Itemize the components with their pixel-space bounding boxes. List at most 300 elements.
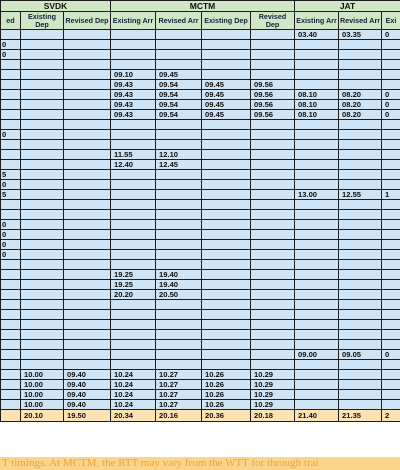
table-cell (156, 340, 202, 350)
table-cell (156, 130, 202, 140)
table-row (1, 340, 400, 350)
table-cell (21, 250, 64, 260)
table-cell (21, 330, 64, 340)
table-cell (202, 310, 251, 320)
table-cell (295, 80, 339, 90)
table-cell (339, 220, 382, 230)
table-row (1, 290, 400, 300)
table-cell (295, 160, 339, 170)
table-cell: 0 (1, 180, 21, 190)
table-cell (295, 250, 339, 260)
table-cell: 09.43 (111, 90, 156, 100)
table-cell: 09.05 (339, 350, 382, 360)
table-cell (21, 60, 64, 70)
table-cell (111, 200, 156, 210)
table-cell (382, 320, 400, 330)
table-cell (202, 330, 251, 340)
table-cell (382, 280, 400, 290)
column-header: Existing Arr (111, 12, 156, 30)
table-cell (251, 240, 295, 250)
table-cell (156, 190, 202, 200)
table-cell (202, 220, 251, 230)
table-cell (202, 140, 251, 150)
table-cell: 09.45 (202, 80, 251, 90)
table-cell: 0 (1, 40, 21, 50)
table-cell (339, 240, 382, 250)
table-cell (295, 330, 339, 340)
table-cell: 09.54 (156, 110, 202, 120)
table-cell: 12.40 (111, 160, 156, 170)
table-cell (295, 210, 339, 220)
table-cell (64, 130, 111, 140)
table-cell (156, 170, 202, 180)
table-row (1, 410, 400, 422)
table-cell (1, 90, 21, 100)
column-header: Existing Arr (295, 12, 339, 30)
table-cell (21, 260, 64, 270)
table-cell: 1 (382, 190, 400, 200)
table-cell (202, 200, 251, 210)
table-cell (251, 220, 295, 230)
table-cell (202, 250, 251, 260)
table-cell (339, 60, 382, 70)
table-cell (64, 50, 111, 60)
column-header: ed (1, 12, 21, 30)
table-cell (339, 260, 382, 270)
table-cell (64, 330, 111, 340)
table-cell (339, 380, 382, 390)
table-row (1, 140, 400, 150)
table-cell (202, 270, 251, 280)
table-cell (202, 350, 251, 360)
table-cell (156, 30, 202, 40)
table-cell (64, 310, 111, 320)
table-cell (21, 320, 64, 330)
table-cell (295, 180, 339, 190)
table-cell (1, 110, 21, 120)
table-cell: 0 (1, 250, 21, 260)
table-cell (251, 150, 295, 160)
table-cell (21, 290, 64, 300)
table-cell (21, 140, 64, 150)
table-cell (64, 270, 111, 280)
table-cell (156, 40, 202, 50)
table-cell (295, 120, 339, 130)
table-cell (156, 230, 202, 240)
table-row (1, 120, 400, 130)
table-cell (202, 280, 251, 290)
table-cell (202, 190, 251, 200)
table-cell (382, 230, 400, 240)
table-cell (339, 160, 382, 170)
table-cell (156, 220, 202, 230)
table-cell (382, 260, 400, 270)
table-cell (21, 50, 64, 60)
column-header-row (1, 12, 400, 30)
table-cell (1, 410, 21, 422)
table-cell (64, 120, 111, 130)
table-cell (1, 300, 21, 310)
table-row (1, 210, 400, 220)
table-cell (339, 130, 382, 140)
table-cell (202, 230, 251, 240)
table-cell (339, 270, 382, 280)
table-cell (111, 310, 156, 320)
table-cell (295, 240, 339, 250)
table-cell (382, 390, 400, 400)
table-cell: 10.26 (202, 380, 251, 390)
table-cell: 19.25 (111, 270, 156, 280)
column-header: Revised Dep (64, 12, 111, 30)
table-cell (64, 220, 111, 230)
station-mctm: MCTM (111, 1, 295, 12)
table-cell: 09.45 (202, 110, 251, 120)
table-cell (156, 360, 202, 370)
table-cell (111, 190, 156, 200)
table-cell (295, 200, 339, 210)
table-cell (251, 330, 295, 340)
table-cell (111, 180, 156, 190)
table-row (1, 160, 400, 170)
table-cell (295, 40, 339, 50)
table-cell (382, 40, 400, 50)
table-cell: 09.40 (64, 400, 111, 410)
table-row (1, 190, 400, 200)
table-cell: 20.16 (156, 410, 202, 422)
table-cell: 10.24 (111, 380, 156, 390)
table-cell (382, 340, 400, 350)
table-cell (64, 230, 111, 240)
table-cell (382, 330, 400, 340)
table-cell (156, 50, 202, 60)
table-cell (156, 140, 202, 150)
station-header-row (1, 1, 400, 12)
table-cell: 20.20 (111, 290, 156, 300)
table-cell (382, 120, 400, 130)
table-cell (251, 140, 295, 150)
table-cell (21, 110, 64, 120)
table-cell (295, 310, 339, 320)
table-cell (202, 170, 251, 180)
table-cell: 21.35 (339, 410, 382, 422)
table-cell: 20.36 (202, 410, 251, 422)
table-cell: 09.54 (156, 90, 202, 100)
table-cell (382, 170, 400, 180)
table-cell (1, 160, 21, 170)
table-cell (251, 320, 295, 330)
table-cell (1, 120, 21, 130)
table-cell (21, 80, 64, 90)
table-cell (64, 250, 111, 260)
table-cell (382, 370, 400, 380)
table-cell (21, 170, 64, 180)
table-cell: 2 (382, 410, 400, 422)
table-cell (64, 140, 111, 150)
table-cell: 08.20 (339, 100, 382, 110)
table-cell (156, 180, 202, 190)
table-cell (1, 370, 21, 380)
table-cell (1, 200, 21, 210)
table-cell (202, 320, 251, 330)
table-cell (339, 370, 382, 380)
table-cell: 0 (1, 130, 21, 140)
table-cell (111, 170, 156, 180)
table-cell (382, 310, 400, 320)
table-cell (295, 370, 339, 380)
table-cell (295, 340, 339, 350)
table-cell (64, 100, 111, 110)
table-cell (251, 50, 295, 60)
table-cell (111, 240, 156, 250)
table-cell: 08.10 (295, 100, 339, 110)
table-cell (21, 310, 64, 320)
table-cell: 09.40 (64, 390, 111, 400)
table-cell: 10.27 (156, 380, 202, 390)
table-cell (111, 260, 156, 270)
table-cell (382, 400, 400, 410)
table-row (1, 250, 400, 260)
table-cell: 0 (382, 110, 400, 120)
table-row (1, 60, 400, 70)
table-cell (295, 400, 339, 410)
table-cell (295, 150, 339, 160)
table-cell (295, 140, 339, 150)
table-cell (202, 160, 251, 170)
table-cell (339, 310, 382, 320)
table-cell (339, 120, 382, 130)
table-cell (339, 140, 382, 150)
table-cell (64, 90, 111, 100)
table-cell (251, 250, 295, 260)
table-row (1, 350, 400, 360)
table-cell (295, 300, 339, 310)
table-cell: 09.10 (111, 70, 156, 80)
table-cell (251, 290, 295, 300)
table-cell (382, 60, 400, 70)
table-cell: 10.29 (251, 370, 295, 380)
table-cell (202, 360, 251, 370)
table-row (1, 240, 400, 250)
table-row (1, 70, 400, 80)
table-cell (1, 360, 21, 370)
table-cell (251, 120, 295, 130)
table-cell (156, 300, 202, 310)
column-header: Revised Arr (156, 12, 202, 30)
table-cell (1, 380, 21, 390)
table-cell (382, 180, 400, 190)
table-cell (339, 150, 382, 160)
column-header: Existing Dep (202, 12, 251, 30)
table-cell (1, 100, 21, 110)
table-cell: 09.45 (156, 70, 202, 80)
table-cell (202, 300, 251, 310)
table-cell (339, 320, 382, 330)
table-cell (382, 360, 400, 370)
station-svdk: SVDK (1, 1, 111, 12)
table-cell (251, 170, 295, 180)
table-cell (156, 210, 202, 220)
table-cell (21, 180, 64, 190)
table-cell (251, 40, 295, 50)
table-cell: 10.27 (156, 400, 202, 410)
table-cell (21, 70, 64, 80)
table-cell (1, 280, 21, 290)
table-cell (339, 300, 382, 310)
table-cell (339, 280, 382, 290)
table-row (1, 370, 400, 380)
table-cell (251, 70, 295, 80)
table-cell (64, 110, 111, 120)
table-cell (295, 380, 339, 390)
table-cell: 10.00 (21, 380, 64, 390)
table-cell (111, 250, 156, 260)
table-cell: 19.40 (156, 270, 202, 280)
table-cell (251, 210, 295, 220)
table-cell (64, 290, 111, 300)
table-row (1, 380, 400, 390)
table-cell (64, 80, 111, 90)
table-cell: 10.24 (111, 400, 156, 410)
table-cell: 0 (382, 100, 400, 110)
table-cell (64, 150, 111, 160)
table-cell: 09.43 (111, 110, 156, 120)
table-cell (382, 250, 400, 260)
table-cell (382, 210, 400, 220)
table-cell (21, 360, 64, 370)
table-cell: 09.54 (156, 100, 202, 110)
table-cell (339, 340, 382, 350)
table-cell (1, 390, 21, 400)
table-cell (1, 320, 21, 330)
table-cell (21, 120, 64, 130)
table-cell: 5 (1, 170, 21, 180)
table-cell: 09.56 (251, 110, 295, 120)
table-cell (64, 300, 111, 310)
table-cell (156, 320, 202, 330)
table-cell (21, 350, 64, 360)
table-row (1, 260, 400, 270)
table-cell (111, 120, 156, 130)
table-cell (382, 300, 400, 310)
table-cell (202, 240, 251, 250)
table-cell (251, 360, 295, 370)
table-cell (1, 400, 21, 410)
table-cell (295, 60, 339, 70)
table-cell: 09.56 (251, 90, 295, 100)
table-cell: 0 (1, 220, 21, 230)
table-cell (21, 280, 64, 290)
table-cell: 0 (382, 90, 400, 100)
table-cell: 0 (1, 240, 21, 250)
table-cell: 5 (1, 190, 21, 200)
table-cell: 09.45 (202, 90, 251, 100)
table-cell (251, 270, 295, 280)
table-cell (202, 210, 251, 220)
table-cell (1, 80, 21, 90)
table-cell: 10.27 (156, 390, 202, 400)
table-cell (21, 240, 64, 250)
table-cell (202, 260, 251, 270)
table-cell (202, 340, 251, 350)
table-cell (295, 270, 339, 280)
table-cell: 09.40 (64, 380, 111, 390)
table-cell (21, 100, 64, 110)
table-row (1, 330, 400, 340)
table-cell (202, 150, 251, 160)
table-cell (382, 200, 400, 210)
column-header: Revised Dep (251, 12, 295, 30)
table-cell (251, 190, 295, 200)
table-cell (382, 80, 400, 90)
table-cell: 10.24 (111, 370, 156, 380)
table-cell: 0 (1, 230, 21, 240)
table-row (1, 270, 400, 280)
table-cell: 09.43 (111, 80, 156, 90)
column-header: Existing Dep (21, 12, 64, 30)
table-cell (339, 360, 382, 370)
table-cell: 13.00 (295, 190, 339, 200)
table-cell: 03.35 (339, 30, 382, 40)
table-cell (156, 310, 202, 320)
table-cell (251, 280, 295, 290)
table-cell (382, 130, 400, 140)
table-row (1, 180, 400, 190)
table-cell: 12.55 (339, 190, 382, 200)
table-cell: 09.45 (202, 100, 251, 110)
table-cell: 10.29 (251, 380, 295, 390)
table-cell (1, 60, 21, 70)
table-cell (156, 60, 202, 70)
table-cell (202, 290, 251, 300)
table-cell (21, 30, 64, 40)
table-cell (295, 390, 339, 400)
table-cell (21, 130, 64, 140)
table-cell (382, 150, 400, 160)
table-cell (339, 230, 382, 240)
table-cell: 10.29 (251, 390, 295, 400)
table-row (1, 110, 400, 120)
table-cell (21, 230, 64, 240)
table-cell (251, 30, 295, 40)
table-cell: 09.00 (295, 350, 339, 360)
table-cell (339, 330, 382, 340)
table-cell: 10.24 (111, 390, 156, 400)
table-cell (1, 310, 21, 320)
table-cell (339, 70, 382, 80)
table-cell (251, 230, 295, 240)
table-cell (64, 30, 111, 40)
table-row (1, 100, 400, 110)
table-row (1, 400, 400, 410)
table-cell: 0 (382, 30, 400, 40)
table-cell (339, 200, 382, 210)
table-cell (1, 270, 21, 280)
table-cell (251, 340, 295, 350)
table-cell (111, 40, 156, 50)
table-cell (202, 180, 251, 190)
table-cell (111, 130, 156, 140)
table-cell (1, 290, 21, 300)
table-cell (21, 200, 64, 210)
table-cell (339, 290, 382, 300)
table-cell (339, 390, 382, 400)
table-row (1, 230, 400, 240)
table-cell (251, 300, 295, 310)
table-cell (339, 40, 382, 50)
table-row (1, 280, 400, 290)
table-cell: 09.56 (251, 100, 295, 110)
table-cell (111, 210, 156, 220)
